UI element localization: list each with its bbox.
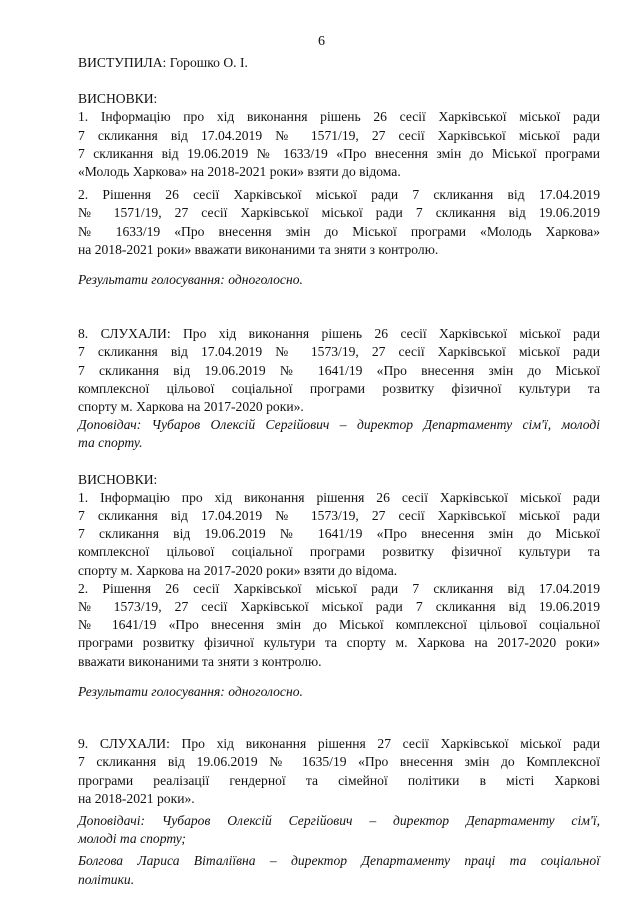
reporter-line: Болгова Лариса Віталіївна – директор Департаменту праці та соціальної [78, 853, 600, 869]
conclusions-heading: ВИСНОВКИ: [78, 91, 158, 107]
vote-result: Результати голосування: одноголосно. [78, 272, 303, 288]
conclusion-item-1 [78, 108, 600, 181]
text-line: 2. Рішення 26 сесії Харківської міської ради 7 скликання від 17.04.2019 [78, 187, 600, 203]
text-line: комплексної цільової соціальної програми розвитку фізичної культури та [78, 544, 600, 560]
text-line: № 1571/19, 27 сесії Харківської міської ради 7 скликання від 19.06.2019 [78, 205, 600, 221]
reporter-line: Доповідач: Чубаров Олексій Сергійович – директор Департаменту сім'ї, молоді [78, 417, 600, 433]
conclusions-block-1 [78, 90, 600, 289]
text-line: комплексної цільової соціальної програми розвитку фізичної культури та [78, 380, 600, 396]
text-line: 7 скликання від 17.04.2019 № 1573/19, 27 сесії Харківської міської ради [78, 344, 600, 360]
text-line: на 2018-2021 роки» вважати виконаними та зняти з контролю. [78, 241, 439, 257]
text-line: вважати виконаними та зняти з контролю. [78, 653, 322, 669]
text-line: 7 скликання від 19.06.2019 № 1635/19 «Про внесення змін до Комплексної [78, 754, 600, 770]
vote-result: Результати голосування: одноголосно. [78, 683, 303, 699]
text-line: спорту м. Харкова на 2017-2020 роки» взяти до відома. [78, 562, 398, 578]
document-body [78, 54, 600, 889]
reporter-line: політики. [78, 871, 135, 887]
conclusion-item-1 [78, 489, 600, 580]
text-line: 8. СЛУХАЛИ: Про хід виконання рішень 26 сесії Харківської міської ради [78, 326, 600, 342]
page-number: 6 [318, 34, 325, 49]
text-line: 7 скликання від 19.06.2019 № 1641/19 «Про внесення змін до Міської [78, 526, 600, 542]
text-line: «Молодь Харкова» на 2018-2021 роки» взяти до відома. [78, 164, 401, 180]
text-line: № 1573/19, 27 сесії Харківської міської ради 7 скликання від 19.06.2019 [78, 599, 600, 615]
section-9 [78, 735, 600, 889]
text-line: № 1633/19 «Про внесення змін до Міської програми «Молодь Харкова» [78, 223, 600, 239]
text-line: 2. Рішення 26 сесії Харківської міської ради 7 скликання від 17.04.2019 [78, 580, 600, 596]
text-line: 7 скликання від 17.04.2019 № 1571/19, 27 сесії Харківської міської ради [78, 127, 600, 143]
conclusions-heading: ВИСНОВКИ: [78, 471, 158, 487]
text-line: 7 скликання від 19.06.2019 № 1641/19 «Про внесення змін до Міської [78, 362, 600, 378]
reporter-line: та спорту. [78, 435, 143, 451]
reporter-line: молоді та спорту; [78, 831, 186, 847]
conclusion-item-2 [78, 186, 600, 259]
conclusion-item-2 [78, 580, 600, 671]
text-line: 1. Інформацію про хід виконання рішень 26 сесії Харківської міської ради [78, 109, 600, 125]
text-line: програми розвитку фізичної культури та спорту м. Харкова на 2017-2020 роки» [78, 635, 600, 651]
conclusions-block-2 [78, 471, 600, 701]
text-line: 7 скликання від 19.06.2019 № 1633/19 «Про внесення змін до Міської програми [78, 145, 600, 161]
section-8 [78, 325, 600, 452]
text-line: 7 скликання від 17.04.2019 № 1573/19, 27 сесії Харківської міської ради [78, 508, 600, 524]
text-line: 1. Інформацію про хід виконання рішення 26 сесії Харківської міської ради [78, 489, 600, 505]
speaker-line: ВИСТУПИЛА: Горошко О. І. [78, 55, 248, 70]
reporter-line: Доповідачі: Чубаров Олексій Сергійович – директор Департаменту сім'ї, [78, 812, 600, 828]
text-line: на 2018-2021 роки». [78, 790, 195, 806]
text-line: № 1641/19 «Про внесення змін до Міської комплексної цільової соціальної [78, 617, 600, 633]
text-line: програми реалізації гендерної та сімейної політики в місті Харкові [78, 772, 600, 788]
text-line: 9. СЛУХАЛИ: Про хід виконання рішення 27 сесії Харківської міської ради [78, 736, 600, 752]
text-line: спорту м. Харкова на 2017-2020 роки». [78, 399, 304, 415]
